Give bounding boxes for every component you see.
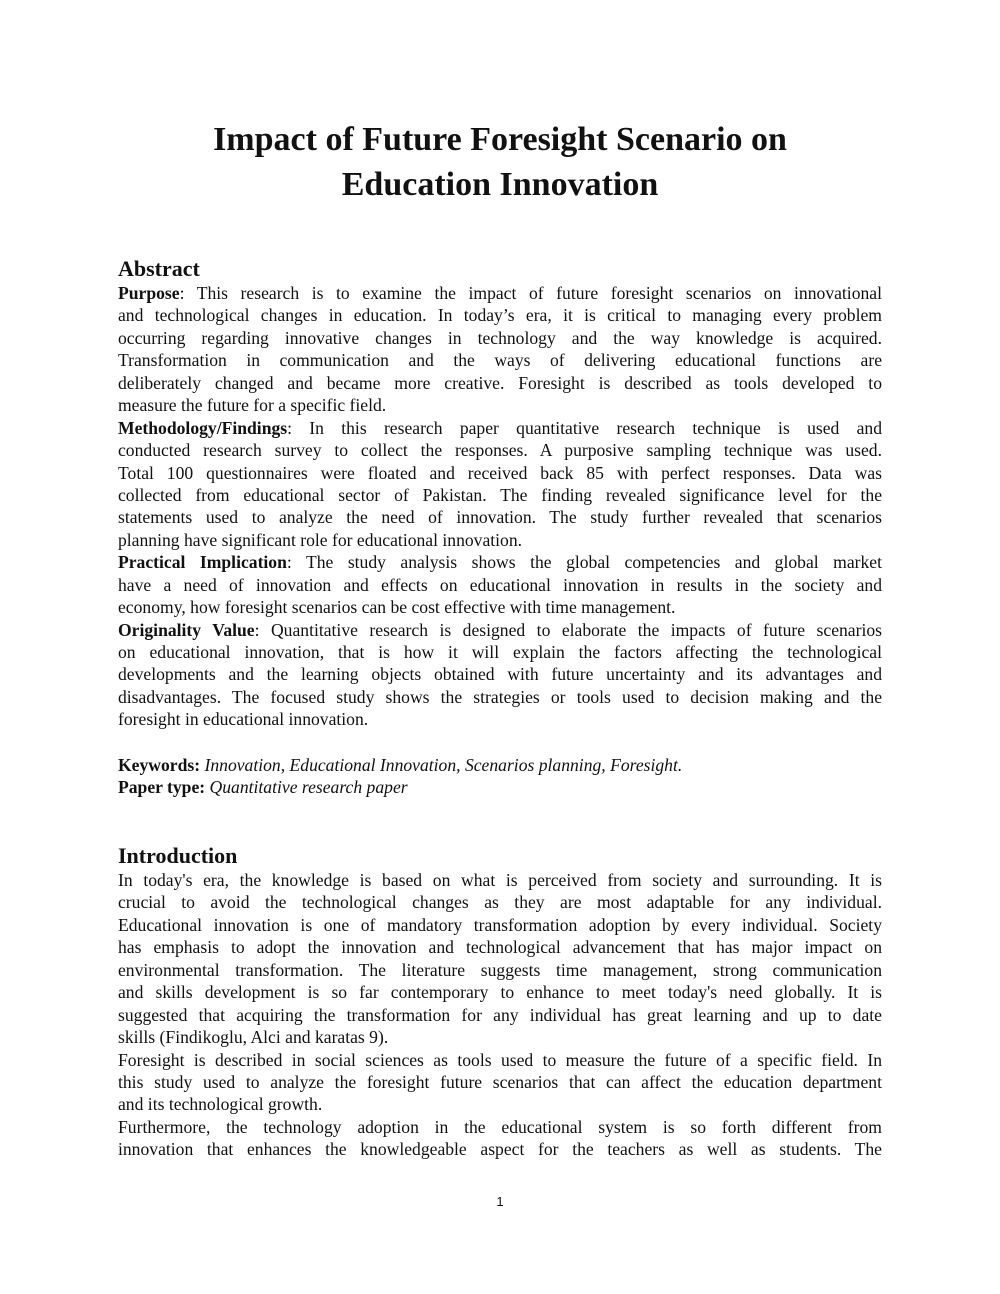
text-line: this study used to analyze the foresight future scenarios that can affect the education department [118, 1071, 882, 1092]
text-line: occurring regarding innovative changes in technology and the way knowledge is acquired. [118, 327, 882, 348]
text-line: innovation that enhances the knowledgeable aspect for the teachers as well as students. The [118, 1139, 882, 1160]
title-line: Impact of Future Foresight Scenario on [213, 121, 787, 158]
line-text: : This research is to examine the impact of future foresight scenarios on innovational [179, 283, 882, 303]
text-line: and technological changes in education. In today’s era, it is critical to managing every problem [118, 305, 882, 326]
text-line: Educational innovation is one of mandatory transformation adoption by every individual. Society [118, 914, 882, 935]
page-number: 1 [496, 1194, 504, 1209]
text-line: conducted research survey to collect the responses. A purposive sampling technique was used. [118, 440, 882, 461]
paper-type-label: Paper type: [118, 777, 206, 798]
text-line: measure the future for a specific field. [118, 395, 387, 416]
text-line: and skills development is so far contemporary to enhance to meet today's need globally. It is [118, 982, 882, 1003]
abstract-section [118, 256, 882, 799]
text-line [118, 619, 882, 641]
text-line: suggested that acquiring the transformation for any individual has great learning and up to date [118, 1004, 882, 1025]
keywords-label: Keywords: [118, 754, 201, 775]
text-line: has emphasis to adopt the innovation and technological advancement that has major impact on [118, 937, 882, 958]
line-text: : The study analysis shows the global competencies and global market [286, 552, 882, 573]
line-text: : Quantitative research is designed to elaborate the impacts of future scenarios [254, 619, 882, 640]
text-line [118, 551, 882, 573]
text-line: crucial to avoid the technological changes as they are most adaptable for any individual. [118, 892, 882, 913]
text-line: In today's era, the knowledge is based on what is perceived from society and surrounding. It is [118, 870, 882, 890]
text-line: environmental transformation. The literature suggests time management, strong communication [118, 959, 882, 980]
introduction-heading: Introduction [118, 843, 238, 868]
text-line: disadvantages. The focused study shows the strategies or tools used to decision making and the [118, 686, 882, 707]
text-line: Total 100 questionnaires were floated and received back 85 with perfect responses. Data was [118, 462, 882, 483]
text-line: statements used to analyze the need of innovation. The study further revealed that scenarios [118, 507, 882, 528]
introduction-body [118, 869, 882, 1161]
text-line: developments and the learning objects obtained with future uncertainty and its advantages and [118, 664, 882, 685]
text-line: planning have significant role for educational innovation. [118, 529, 523, 550]
line-text: : In this research paper quantitative research technique is used and [287, 417, 882, 438]
abstract-body [118, 282, 882, 731]
text-line: Transformation in communication and the ways of delivering educational functions are [118, 350, 882, 371]
paragraph-label: Methodology/Findings [118, 417, 288, 438]
paper-title [0, 117, 1000, 207]
paper-type-value: Quantitative research paper [209, 777, 408, 798]
text-line: skills (Findikoglu, Alci and karatas 9). [118, 1027, 389, 1048]
abstract-heading: Abstract [118, 256, 200, 281]
introduction-section [118, 843, 882, 1161]
text-line: Furthermore, the technology adoption in the educational system is so forth different from [118, 1116, 882, 1137]
text-line: foresight in educational innovation. [118, 709, 369, 730]
text-line: economy, how foresight scenarios can be cost effective with time management. [118, 597, 676, 618]
paragraph-label: Purpose [118, 283, 180, 303]
text-line [118, 282, 882, 304]
keywords-value: Innovation, Educational Innovation, Scenarios planning, Foresight. [204, 754, 683, 775]
text-line [118, 417, 882, 439]
paragraph-label: Originality Value [118, 619, 255, 640]
text-line: collected from educational sector of Pakistan. The finding revealed significance level for the [118, 484, 882, 505]
text-line: on educational innovation, that is how it will explain the factors affecting the technological [118, 642, 882, 662]
paragraph-label: Practical Implication [118, 552, 287, 573]
text-line: and its technological growth. [118, 1094, 323, 1115]
text-line: have a need of innovation and effects on educational innovation in results in the society and [118, 574, 882, 595]
text-line: deliberately changed and became more creative. Foresight is described as tools developed to [118, 372, 882, 393]
title-line: Education Innovation [341, 166, 659, 203]
text-line: Foresight is described in social sciences as tools used to measure the future of a specific field. In [118, 1049, 882, 1070]
paper-type-line [118, 776, 882, 798]
keywords-line [118, 754, 882, 776]
